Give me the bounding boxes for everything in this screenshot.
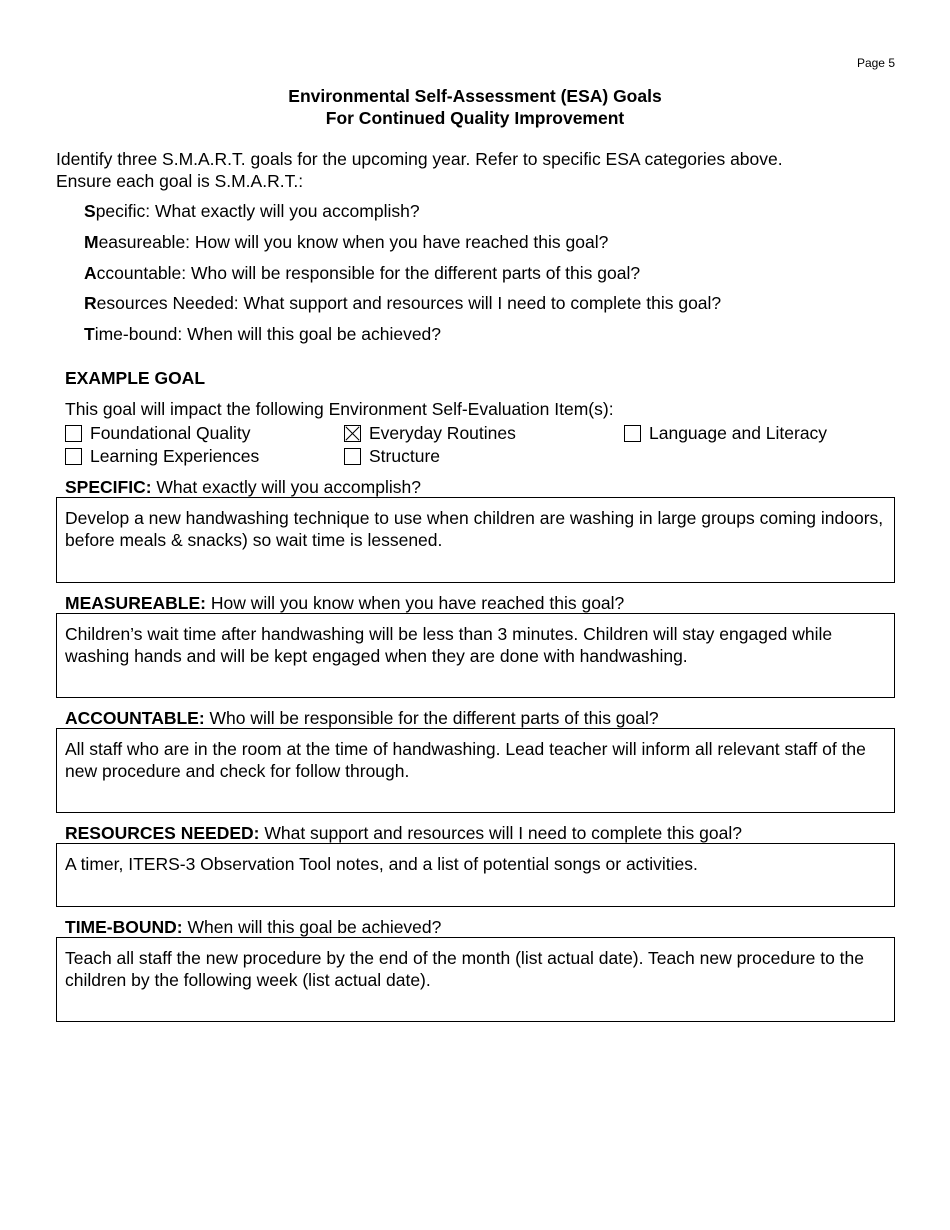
section-heading: SPECIFIC: (65, 477, 152, 497)
page-number: Page 5 (856, 56, 895, 70)
checkbox-icon[interactable] (624, 425, 641, 442)
checkbox-label: Learning Experiences (90, 446, 260, 466)
checked-checkbox-icon[interactable] (344, 425, 361, 442)
smart-criteria-list (84, 200, 721, 354)
section-heading: ACCOUNTABLE: (65, 708, 205, 728)
smart-letter: M (84, 231, 99, 252)
checkbox-label: Language and Literacy (649, 423, 828, 443)
smart-letter: R (84, 293, 97, 314)
smart-letter: S (84, 201, 96, 221)
checkbox-structure[interactable] (344, 446, 440, 466)
checkbox-everyday-routines[interactable] (344, 423, 516, 443)
smart-item-measureable (84, 231, 721, 262)
smart-item-accountable (84, 262, 721, 293)
checkbox-icon[interactable] (344, 448, 361, 465)
section-prompt: What support and resources will I need to complete this goal? (259, 823, 742, 843)
smart-letter: T (84, 324, 95, 345)
impact-label: This goal will impact the following Environment Self-Evaluation Item(s): (65, 399, 614, 419)
checkbox-icon[interactable] (65, 425, 82, 442)
section-prompt: When will this goal be achieved? (182, 917, 442, 937)
measureable-label (65, 593, 624, 614)
section-prompt: What exactly will you accomplish? (151, 477, 421, 497)
checkbox-label: Foundational Quality (90, 423, 251, 443)
specific-label (65, 477, 421, 498)
time-bound-answer-field[interactable]: Teach all staff the new procedure by the end of the month (list actual date). Teach new procedure to the children by the following week (list actual date). (56, 937, 895, 1022)
checkbox-icon[interactable] (65, 448, 82, 465)
section-heading: RESOURCES NEEDED: (65, 823, 260, 843)
smart-item-specific (84, 200, 721, 231)
resources-needed-answer-field[interactable]: A timer, ITERS-3 Observation Tool notes, and a list of potential songs or activities. (56, 843, 895, 907)
accountable-answer-field[interactable]: All staff who are in the room at the time of handwashing. Lead teacher will inform all relevant staff of the new procedure and check for follow through. (56, 728, 895, 813)
resources-needed-label (65, 823, 742, 844)
checkbox-label: Everyday Routines (369, 423, 516, 443)
smart-text: esources Needed: What support and resources will I need to complete this goal? (96, 293, 722, 314)
intro-line-2: Ensure each goal is S.M.A.R.T.: (56, 171, 304, 191)
smart-text: pecific: What exactly will you accomplish? (95, 201, 420, 221)
smart-text: easureable: How will you know when you have reached this goal? (98, 231, 609, 252)
example-goal-heading: EXAMPLE GOAL (65, 368, 206, 388)
section-prompt: How will you know when you have reached this goal? (205, 593, 625, 613)
title-line-2: For Continued Quality Improvement (325, 108, 625, 128)
time-bound-label (65, 917, 441, 938)
smart-letter: A (84, 262, 97, 283)
section-heading: TIME-BOUND: (65, 917, 183, 937)
smart-text: ccountable: Who will be responsible for the different parts of this goal? (96, 262, 641, 283)
smart-item-time-bound (84, 323, 721, 354)
checkbox-foundational-quality[interactable] (65, 423, 251, 443)
measureable-answer-field[interactable]: Children’s wait time after handwashing will be less than 3 minutes. Children will stay engaged while washing hands and will be kept engaged when they are done with handwashing. (56, 613, 895, 698)
smart-item-resources (84, 292, 721, 323)
section-heading: MEASUREABLE: (65, 593, 206, 613)
specific-answer-field[interactable]: Develop a new handwashing technique to use when children are washing in large groups coming indoors, before meals & snacks) so wait time is lessened. (56, 497, 895, 583)
checkbox-learning-experiences[interactable] (65, 446, 259, 466)
section-prompt: Who will be responsible for the different parts of this goal? (204, 708, 659, 728)
smart-text: ime-bound: When will this goal be achieved? (94, 324, 442, 345)
checkbox-language-and-literacy[interactable] (624, 423, 827, 443)
checkbox-label: Structure (369, 446, 440, 466)
intro-text (56, 148, 896, 192)
title-line-1: Environmental Self-Assessment (ESA) Goals (288, 86, 662, 106)
accountable-label (65, 708, 659, 729)
page-title (0, 85, 950, 129)
intro-line-1: Identify three S.M.A.R.T. goals for the upcoming year. Refer to specific ESA categories above. (56, 149, 783, 169)
